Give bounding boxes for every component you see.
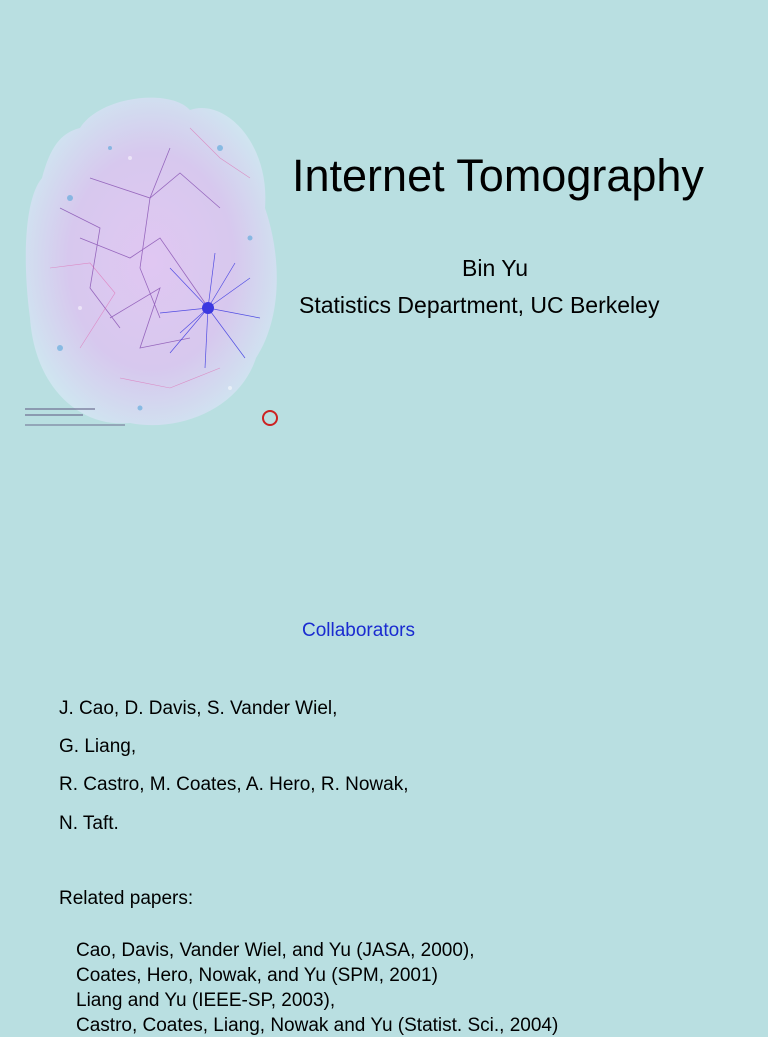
paper-reference: Coates, Hero, Nowak, and Yu (SPM, 2001): [76, 965, 438, 986]
collaborator-line: N. Taft.: [59, 813, 119, 834]
paper-reference: Castro, Coates, Liang, Nowak and Yu (Statist. Sci., 2004): [76, 1015, 559, 1036]
internet-map-image: [20, 88, 284, 433]
collaborator-line: J. Cao, D. Davis, S. Vander Wiel,: [59, 698, 338, 719]
collaborators-heading: Collaborators: [302, 620, 415, 641]
author-affiliation: Statistics Department, UC Berkeley: [299, 292, 660, 318]
collaborator-line: G. Liang,: [59, 736, 137, 757]
author-name: Bin Yu: [462, 255, 529, 281]
paper-reference: Cao, Davis, Vander Wiel, and Yu (JASA, 2000),: [76, 940, 475, 961]
related-papers-heading: Related papers:: [59, 888, 194, 909]
collaborator-line: R. Castro, M. Coates, A. Hero, R. Nowak,: [59, 774, 409, 795]
slide-title: Internet Tomography: [292, 150, 704, 201]
paper-reference: Liang and Yu (IEEE-SP, 2003),: [76, 990, 336, 1011]
